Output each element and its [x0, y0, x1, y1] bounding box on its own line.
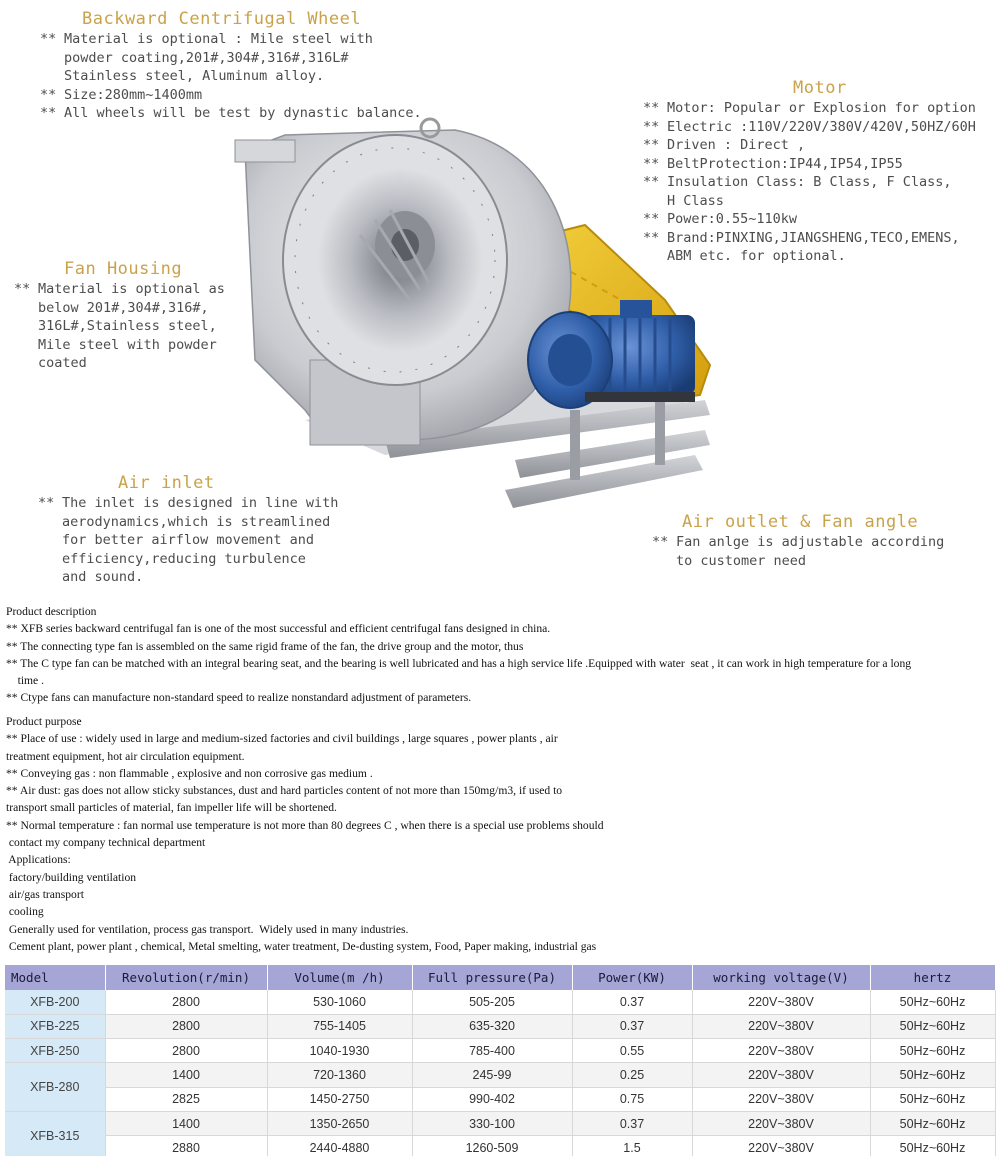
callout-line [40, 67, 422, 86]
callout-line [38, 568, 338, 587]
description-line: ** XFB series backward centrifugal fan is one of the most successful and efficient centrifugal fans designed in china. [6, 622, 551, 636]
table-cell: 50Hz~60Hz [870, 1111, 995, 1135]
bullet-marker: ** [643, 155, 660, 172]
table-cell: 2800 [105, 1014, 267, 1038]
callout-line-text: coated [38, 355, 87, 371]
purpose-line: Applications: [6, 853, 71, 867]
motor [528, 300, 695, 408]
table-cell: 2440-4880 [267, 1136, 412, 1156]
table-cell: 50Hz~60Hz [870, 1136, 995, 1156]
callout-line-text: Material is optional : Mile steel with [64, 31, 373, 47]
callout-line [643, 118, 976, 137]
callout-line [14, 317, 225, 336]
table-cell: 990-402 [412, 1087, 572, 1111]
callout-line [643, 247, 976, 266]
table-cell: 1040-1930 [267, 1039, 412, 1063]
model-cell: XFB-225 [5, 1014, 105, 1038]
table-cell: 1350-2650 [267, 1111, 412, 1135]
callout-line-text: All wheels will be test by dynastic balance. [64, 105, 422, 121]
table-cell: 0.37 [572, 1014, 692, 1038]
column-header: Volume(m /h) [267, 965, 412, 990]
bullet-marker: ** [643, 118, 660, 135]
table-cell: 220V~380V [692, 1014, 870, 1038]
callout-line-text: Insulation Class: B Class, F Class, [667, 174, 952, 190]
table-cell: 785-400 [412, 1039, 572, 1063]
column-header: Full pressure(Pa) [412, 965, 572, 990]
callout-line-text: Stainless steel, Aluminum alloy. [64, 68, 325, 84]
table-cell: 50Hz~60Hz [870, 1039, 995, 1063]
table-cell: 0.37 [572, 1111, 692, 1135]
callout-line [643, 99, 976, 118]
description-line: Product description [6, 605, 97, 618]
callout-line-text: powder coating,201#,304#,316#,316L# [64, 49, 349, 66]
bullet-marker: ** [643, 174, 660, 190]
table-cell: 2800 [105, 1039, 267, 1063]
purpose-line: ** Place of use : widely used in large and medium-sized factories and civil buildings , large squares , power plants , air [6, 732, 558, 746]
callout-line-text: Material is optional as [38, 281, 225, 297]
callout-line [643, 192, 976, 211]
table-cell: 2880 [105, 1136, 267, 1156]
purpose-line: contact my company technical department [6, 836, 206, 850]
purpose-line: Product purpose [6, 715, 82, 728]
callout-line [652, 533, 944, 552]
table-cell: 0.75 [572, 1087, 692, 1111]
table-cell: 50Hz~60Hz [870, 1014, 995, 1038]
callout-housing [14, 258, 225, 373]
callout-line-text: ABM etc. for optional. [667, 248, 846, 264]
table-cell: 220V~380V [692, 1087, 870, 1111]
callout-motor [643, 77, 976, 266]
callout-line-text: The inlet is designed in line with [62, 495, 339, 511]
bullet-marker: ** [40, 105, 57, 121]
table-cell: 2800 [105, 990, 267, 1014]
callout-line-text: Motor: Popular or Explosion for option [667, 100, 976, 116]
callout-line-text: BeltProtection:IP44,IP54,IP55 [667, 155, 903, 172]
callout-motor-lines [643, 99, 976, 266]
description-line: ** The C type fan can be matched with an integral bearing seat, and the bearing is well lubricated and has a high service life .Equipped with water seat , it can work in high temperature for a long [6, 656, 912, 670]
callout-line [38, 550, 338, 569]
callout-line-text: and sound. [62, 569, 144, 585]
specification-table [5, 965, 996, 1156]
callout-line-text: Driven : Direct , [667, 137, 806, 153]
table-cell: 1400 [105, 1063, 267, 1087]
table-row [5, 1136, 995, 1156]
callout-wheel-title: Backward Centrifugal Wheel [82, 9, 362, 29]
table-cell: 0.55 [572, 1039, 692, 1063]
callout-inlet-lines [38, 494, 338, 587]
purpose-line: Generally used for ventilation, process gas transport. Widely used in many industries. [6, 922, 409, 936]
bullet-marker: ** [40, 86, 57, 103]
table-cell: 50Hz~60Hz [870, 1063, 995, 1087]
table-row [5, 1014, 995, 1038]
model-cell: XFB-200 [5, 990, 105, 1014]
table-cell: 635-320 [412, 1014, 572, 1038]
callout-line [643, 136, 976, 155]
table-cell: 1260-509 [412, 1136, 572, 1156]
bullet-marker: ** [38, 495, 55, 511]
table-cell: 220V~380V [692, 1063, 870, 1087]
callout-housing-lines [14, 280, 225, 373]
callout-line [652, 552, 944, 571]
callout-line [14, 336, 225, 355]
callout-line-text: efficiency,reducing turbulence [62, 550, 306, 567]
callout-line [643, 173, 976, 192]
callout-wheel [40, 8, 422, 123]
model-cell: XFB-280 [5, 1063, 105, 1112]
callout-line [38, 513, 338, 532]
bullet-marker: ** [14, 281, 31, 297]
description-line: ** Ctype fans can manufacture non-standard speed to realize nonstandard adjustment of parameters. [6, 691, 472, 705]
purpose-line: ** Air dust: gas does not allow sticky substances, dust and hard particles content of not more than 150mg/m3, if used to [6, 784, 563, 798]
description-line: time . [6, 674, 44, 688]
table-cell: 1400 [105, 1111, 267, 1135]
callout-line [40, 49, 422, 68]
column-header: working voltage(V) [692, 965, 870, 990]
callout-outlet-lines [652, 533, 944, 570]
table-cell: 530-1060 [267, 990, 412, 1014]
table-cell: 1.5 [572, 1136, 692, 1156]
table-cell: 0.37 [572, 990, 692, 1014]
callout-line [38, 531, 338, 550]
column-header: Power(KW) [572, 965, 692, 990]
column-header: Model [5, 965, 105, 990]
callout-line-text: Fan anlge is adjustable according [676, 534, 945, 550]
bullet-marker: ** [40, 31, 57, 47]
callout-line [40, 30, 422, 49]
callout-line-text: Brand:PINXING,JIANGSHENG,TECO,EMENS, [667, 229, 960, 246]
callout-line [40, 86, 422, 105]
air-inlet [283, 135, 507, 385]
callout-motor-title: Motor [793, 78, 847, 98]
table-cell: 755-1405 [267, 1014, 412, 1038]
callout-outlet-title: Air outlet & Fan angle [682, 512, 919, 532]
callout-line-text: 316L#,Stainless steel, [38, 318, 217, 334]
column-header: Revolution(r/min) [105, 965, 267, 990]
callout-line-text: Electric :110V/220V/380V/420V,50HZ/60H [667, 118, 976, 135]
callout-line [14, 299, 225, 318]
callout-line [38, 494, 338, 513]
callout-line-text: H Class [667, 192, 724, 209]
column-header: hertz [870, 965, 995, 990]
callout-line-text: Size:280mm~1400mm [64, 86, 203, 103]
callout-line-text: below 201#,304#,316#, [38, 299, 209, 316]
purpose-line: factory/building ventilation [6, 870, 137, 884]
table-cell: 1450-2750 [267, 1087, 412, 1111]
callout-housing-title: Fan Housing [64, 259, 183, 279]
table-cell: 245-99 [412, 1063, 572, 1087]
table-cell: 720-1360 [267, 1063, 412, 1087]
bullet-marker: ** [652, 534, 669, 550]
table-cell: 2825 [105, 1087, 267, 1111]
callout-line-text: Power:0.55~110kw [667, 211, 798, 227]
purpose-line: transport small particles of material, fan impeller life will be shortened. [6, 801, 337, 815]
table-cell: 220V~380V [692, 1111, 870, 1135]
table-cell: 505-205 [412, 990, 572, 1014]
table-row [5, 1087, 995, 1111]
bullet-marker: ** [643, 229, 660, 246]
table-row [5, 1063, 995, 1087]
callout-line-text: aerodynamics,which is streamlined [62, 513, 331, 530]
table-cell: 220V~380V [692, 1039, 870, 1063]
product-purpose [6, 713, 996, 955]
table-row [5, 1111, 995, 1135]
callout-inlet [38, 472, 338, 587]
table-cell: 0.25 [572, 1063, 692, 1087]
callout-outlet [652, 511, 944, 570]
callout-line-text: to customer need [676, 552, 807, 569]
model-cell: XFB-315 [5, 1111, 105, 1156]
bullet-marker: ** [643, 100, 660, 116]
table-cell: 220V~380V [692, 1136, 870, 1156]
table-header-row [5, 965, 995, 990]
callout-line [14, 354, 225, 373]
callout-line [40, 104, 422, 123]
purpose-line: ** Conveying gas : non flammable , explosive and non corrosive gas medium . [6, 766, 373, 780]
callout-line [643, 229, 976, 248]
table-cell: 330-100 [412, 1111, 572, 1135]
table-row [5, 1039, 995, 1063]
table-cell: 50Hz~60Hz [870, 990, 995, 1014]
table-cell: 220V~380V [692, 990, 870, 1014]
bullet-marker: ** [643, 211, 660, 227]
callout-line-text: for better airflow movement and [62, 532, 314, 548]
callout-line [14, 280, 225, 299]
callout-inlet-title: Air inlet [118, 473, 215, 493]
model-cell: XFB-250 [5, 1039, 105, 1063]
description-line: ** The connecting type fan is assembled on the same rigid frame of the fan, the drive group and the motor, thus [6, 639, 524, 653]
purpose-line: treatment equipment, hot air circulation equipment. [6, 749, 245, 763]
callout-line [643, 210, 976, 229]
purpose-line: cooling [6, 905, 44, 919]
table-cell: 50Hz~60Hz [870, 1087, 995, 1111]
purpose-line: air/gas transport [6, 887, 84, 901]
purpose-line: Cement plant, power plant , chemical, Metal smelting, water treatment, De-dusting system, Food, Paper making, industrial gas [6, 939, 597, 953]
bullet-marker: ** [643, 137, 660, 153]
callout-line [643, 155, 976, 174]
callout-wheel-lines [40, 30, 422, 123]
callout-line-text: Mile steel with powder [38, 336, 217, 353]
purpose-line: ** Normal temperature : fan normal use temperature is not more than 80 degrees C , when there is a special use problems should [6, 818, 604, 832]
table-row [5, 990, 995, 1014]
product-description [6, 603, 996, 707]
